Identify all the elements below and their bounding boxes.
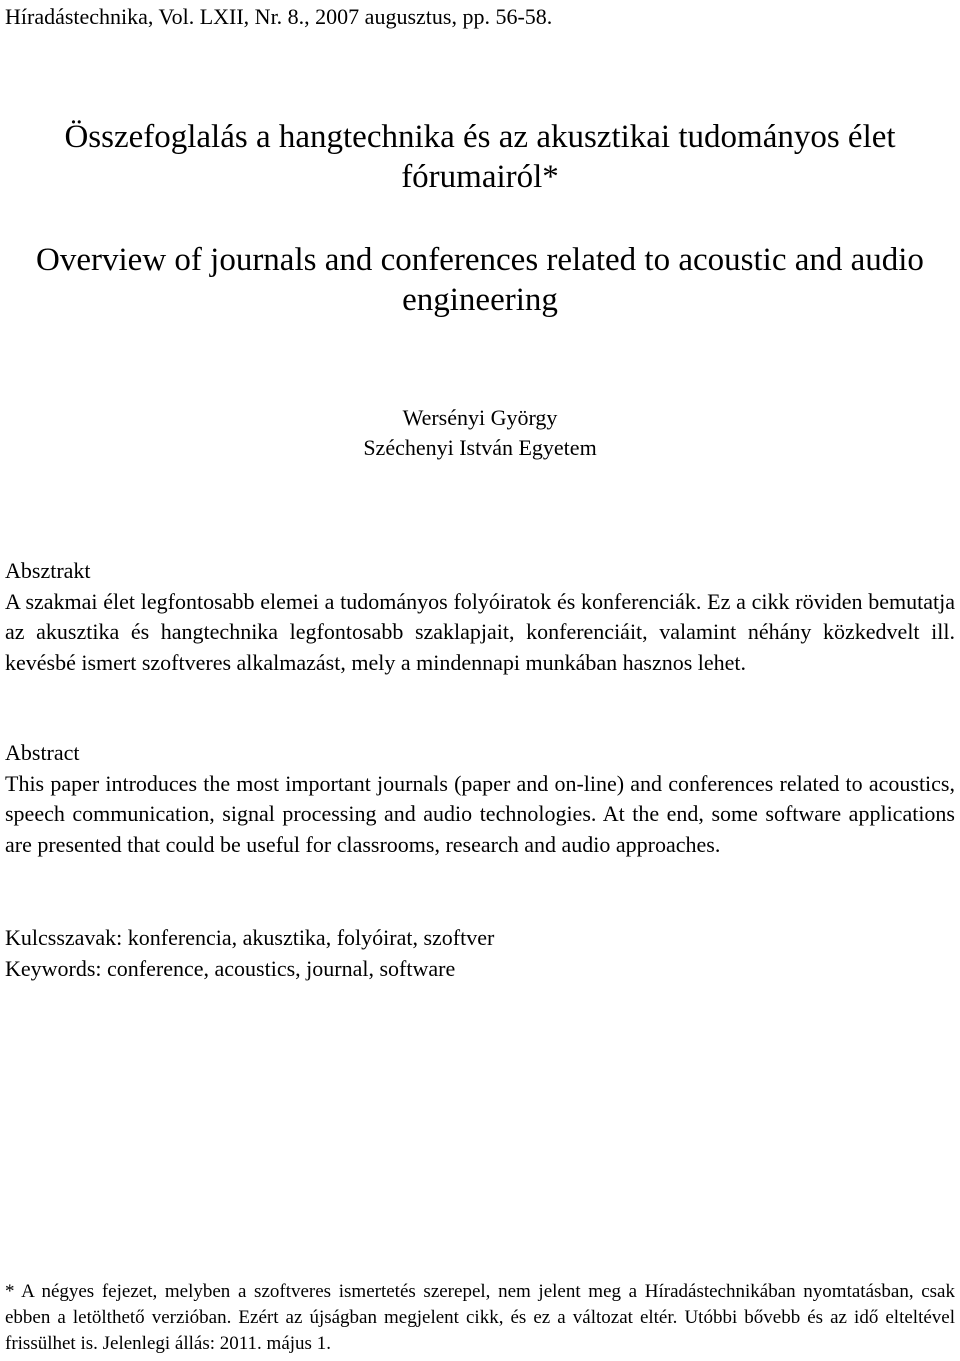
abstract-english xyxy=(5,738,955,860)
journal-citation: Híradástechnika, Vol. LXII, Nr. 8., 2007 augusztus, pp. 56-58. xyxy=(5,4,553,29)
keywords-hungarian: Kulcsszavak: konferencia, akusztika, folyóirat, szoftver xyxy=(5,925,495,950)
title-english-line-1: Overview of journals and conferences related to acoustic and audio xyxy=(36,242,924,278)
abstract-english-text: This paper introduces the most important journals (paper and on-line) and conferences related to acoustics, speech communication, signal processing and audio technologies. At the end, some software applications are presented that could be useful for classrooms, research and audio approaches. xyxy=(5,770,955,857)
footnote: * A négyes fejezet, melyben a szoftveres ismertetés szerepel, nem jelent meg a Híradástechnikában nyomtatásban, csak ebben a letölthető verzióban. Ezért az újságban megjelent cikk, és ez a változat eltér. Utóbbi bővebb és az idő elteltével frissülhet is. Jelenlegi állás: 2011. május 1. xyxy=(5,1281,955,1354)
title-english xyxy=(0,240,960,320)
keywords-block xyxy=(5,922,955,984)
author-name: Wersényi György xyxy=(402,405,558,430)
abstract-hungarian-heading: Absztrakt xyxy=(5,558,91,583)
title-english-line-2: engineering xyxy=(402,282,558,318)
abstract-english-heading: Abstract xyxy=(5,740,80,765)
title-hungarian-line-1: Összefoglalás a hangtechnika és az akusztikai tudományos élet xyxy=(64,119,896,155)
author-affiliation: Széchenyi István Egyetem xyxy=(363,435,597,460)
abstract-hungarian-text: A szakmai élet legfontosabb elemei a tudományos folyóiratok és konferenciák. Ez a cikk röviden bemutatja az akusztika és hangtechnika legfontosabb szaklapjait, konferenciáit, valamint néhány közkedvelt ill. kevésbé ismert szoftveres alkalmazást, mely a mindennapi munkában hasznos lehet. xyxy=(5,588,955,675)
keywords-english: Keywords: conference, acoustics, journal, software xyxy=(5,956,456,981)
abstract-hungarian xyxy=(5,556,955,678)
title-hungarian xyxy=(0,117,960,197)
title-hungarian-line-2: fórumairól* xyxy=(401,159,559,195)
